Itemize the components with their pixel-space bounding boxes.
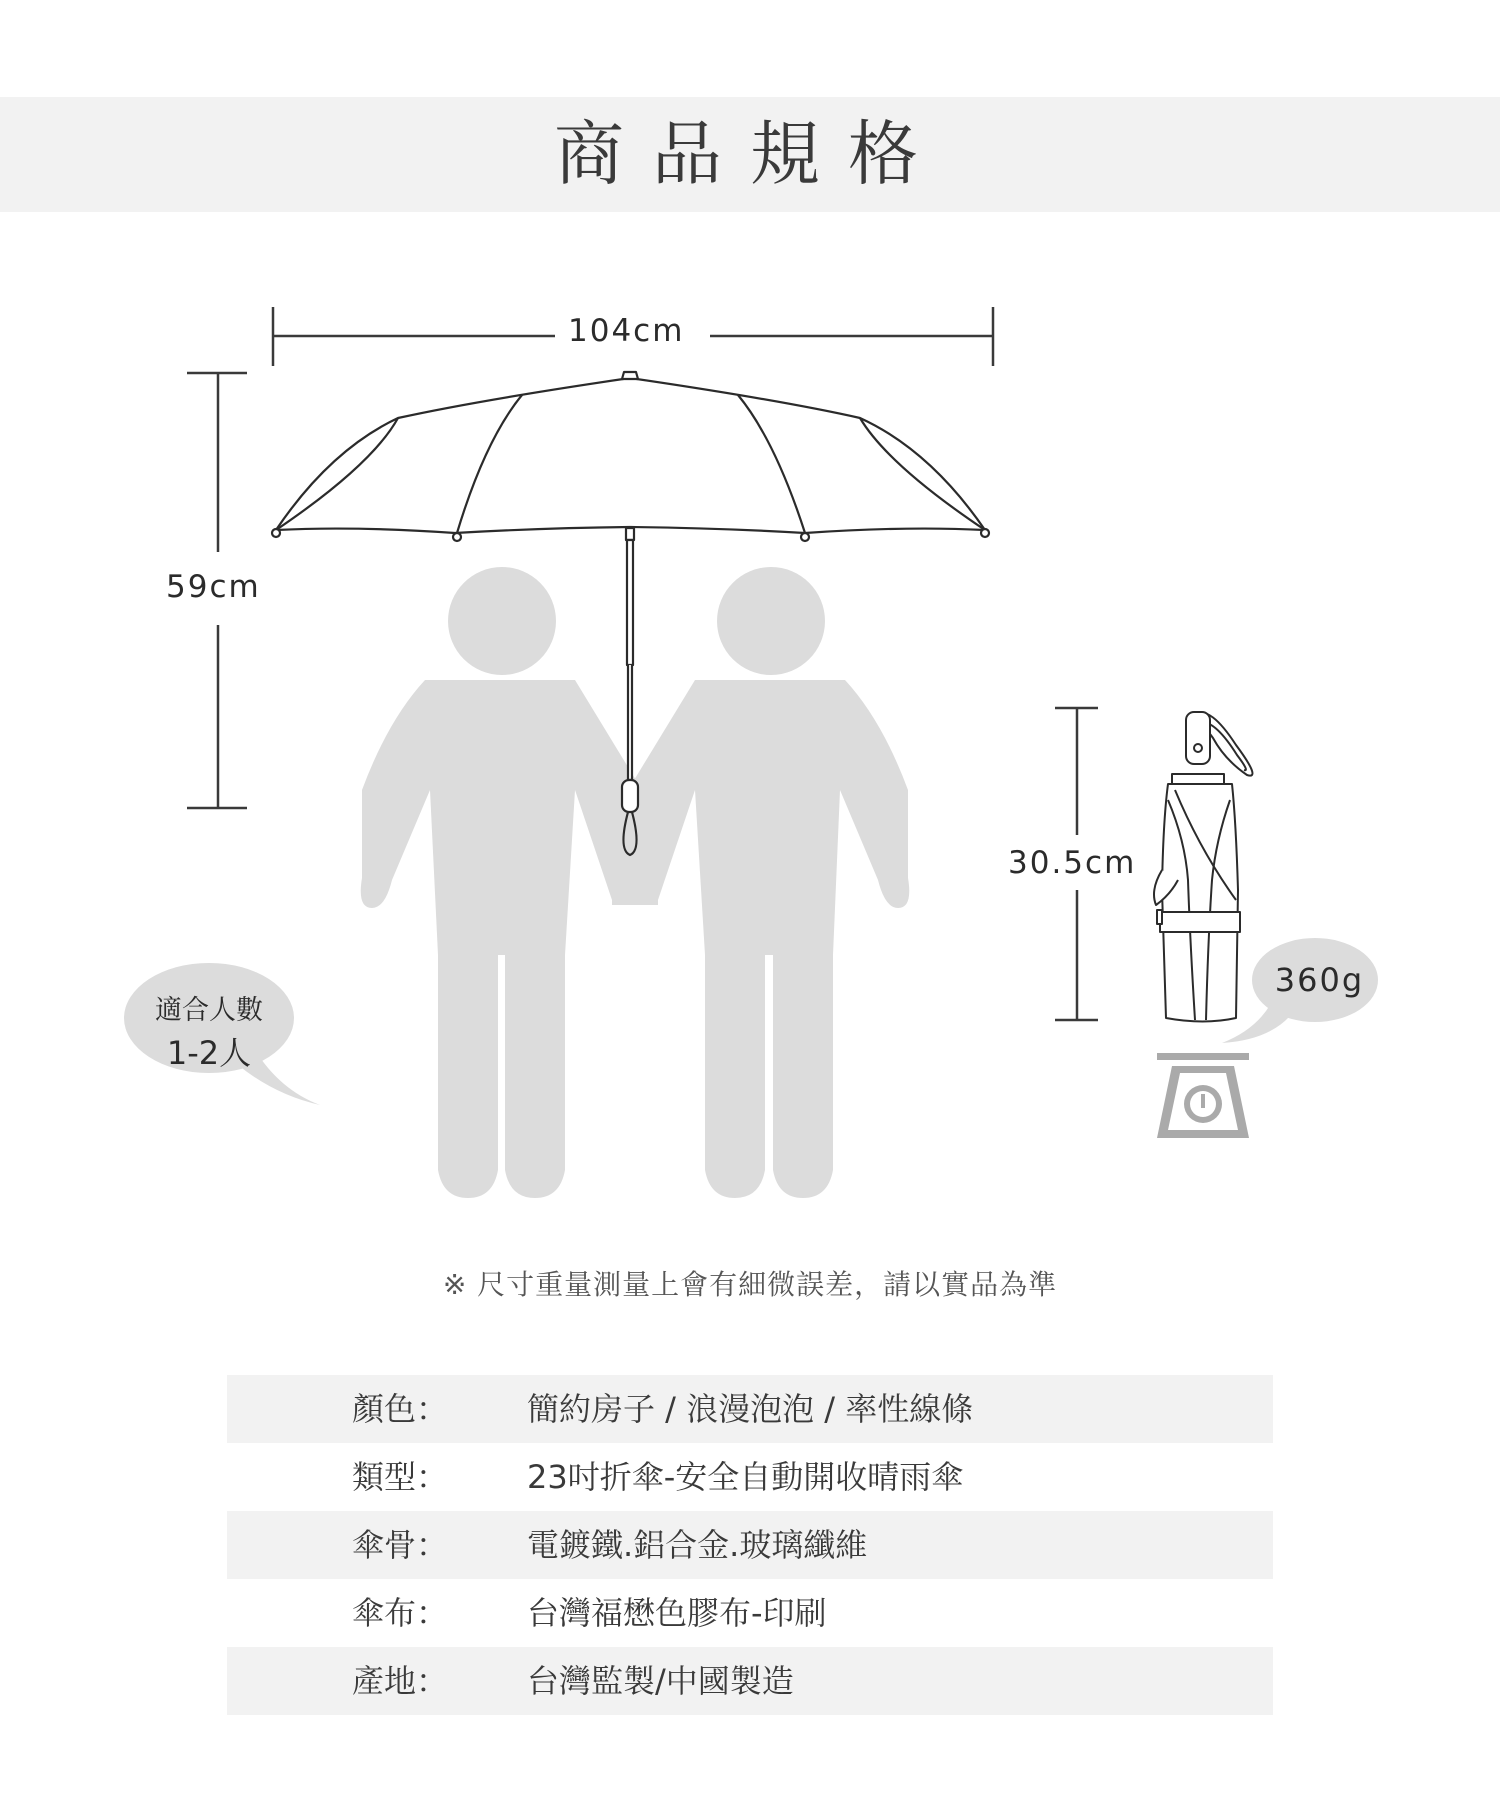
capacity-value: 1-2人 <box>166 1034 252 1072</box>
spec-label: 類型： <box>352 1458 449 1496</box>
scale-icon <box>1157 1053 1249 1138</box>
spec-label: 傘布： <box>352 1594 449 1632</box>
person-icon <box>361 567 655 1198</box>
height-label: 59cm <box>166 569 261 605</box>
spec-value: 簡約房子 / 浪漫泡泡 / 率性線條 <box>527 1390 974 1428</box>
spec-label: 產地： <box>352 1662 449 1700</box>
spec-value: 電鍍鐵.鋁合金.玻璃纖維 <box>527 1526 868 1564</box>
measurement-note: ※ 尺寸重量測量上會有細微誤差，請以實品為準 <box>442 1268 1058 1301</box>
page-title: 商品規格 <box>554 113 946 195</box>
spec-value: 台灣監製/中國製造 <box>527 1662 794 1700</box>
weight-label: 360g <box>1274 961 1365 999</box>
spec-value: 台灣福懋色膠布-印刷 <box>527 1594 827 1632</box>
spec-table <box>227 1375 1273 1715</box>
spec-value: 23吋折傘-安全自動開收晴雨傘 <box>527 1458 964 1496</box>
spec-row-frame <box>227 1511 1273 1579</box>
width-label: 104cm <box>568 313 685 349</box>
capacity-title: 適合人數 <box>155 995 263 1026</box>
spec-label: 顏色： <box>352 1390 449 1428</box>
spec-label: 傘骨： <box>352 1526 449 1564</box>
spec-row-color <box>227 1375 1273 1443</box>
person-icon <box>615 567 909 1198</box>
spec-row-type <box>227 1443 1273 1511</box>
umbrella-folded-icon <box>1154 712 1252 1022</box>
folded-length-label: 30.5cm <box>1008 845 1137 881</box>
spec-row-fabric <box>227 1579 1273 1647</box>
spec-row-origin <box>227 1647 1273 1715</box>
